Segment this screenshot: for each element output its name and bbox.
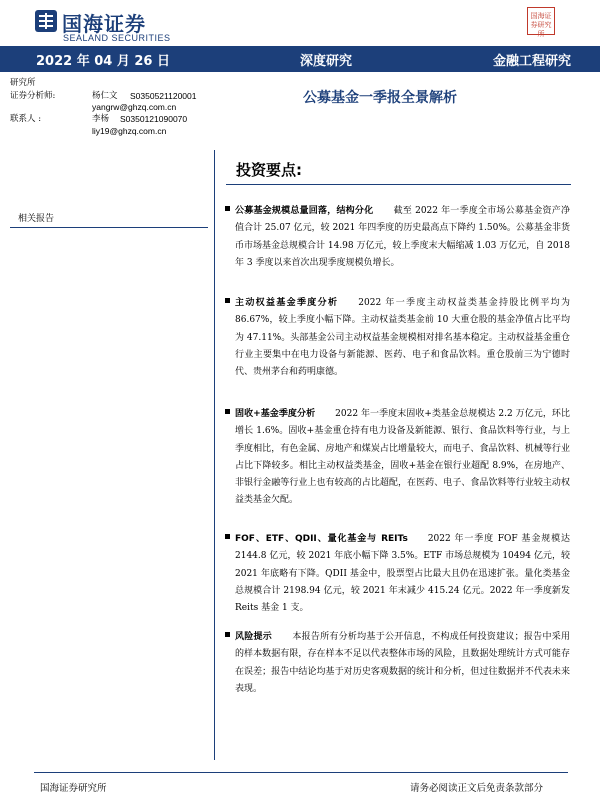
point-heading: 固收+基金季度分析 bbox=[235, 409, 316, 419]
point-heading: 风险提示 bbox=[235, 632, 273, 642]
key-point bbox=[235, 406, 570, 510]
point-body: 2022 年一季度末固收+类基金总规模达 2.2 万亿元，环比增长 1.6%。固收+基金重仓持有电力设备及新能源、银行、食品饮料等行业，与上季度相比，有色金属、房地产和煤炭占比增量较大，而电子、食品饮料、机械等行业占比下降较多。相比主动权益类基金，固收+基金在银行业超配 8.9%，在房地产、非银行金融等行业上也有较高的占比超配，在医药、电子、食品饮料等行业较主动权益类基金欠配。 bbox=[235, 409, 570, 506]
report-industry: 金融工程研究 bbox=[493, 54, 572, 69]
point-heading: 公募基金规模总量回落，结构分化 bbox=[235, 206, 374, 216]
institute-seal: 国海证 券研究 所 bbox=[527, 7, 555, 35]
bullet-icon bbox=[225, 298, 230, 303]
company-name: 国海证券 bbox=[62, 12, 146, 36]
section-heading: 投资要点: bbox=[236, 161, 302, 179]
key-point bbox=[235, 629, 570, 698]
key-point bbox=[235, 531, 570, 617]
analyst-name: 杨仁文 bbox=[92, 91, 118, 101]
contact-role: 联系人 : bbox=[10, 114, 42, 124]
section-rule bbox=[226, 184, 571, 185]
key-point bbox=[235, 295, 570, 381]
report-title: 公募基金一季报全景解析 bbox=[303, 90, 457, 106]
analyst-email[interactable]: yangrw@ghzq.com.cn bbox=[92, 102, 177, 112]
bullet-icon bbox=[225, 534, 230, 539]
footer-disclaimer: 请务必阅读正文后免责条款部分 bbox=[410, 783, 544, 794]
point-body: 2022 年一季度主动权益类基金持股比例平均为 86.67%，较上季度小幅下降。主动权益类基金前 10 大重仓股的基金净值占比平均为 47.11%。头部基金公司主动权益基金规模相对排名基本稳定。主动权益基金重仓行业主要集中在电力设备与新能源、医药、电子和食品饮料。重仓股前三为宁德时代、贵州茅台和药明康德。 bbox=[235, 298, 570, 378]
contact-name: 李杨 bbox=[92, 114, 110, 124]
analyst-role: 证券分析师: bbox=[10, 91, 56, 101]
point-body: 2022 年一季度 FOF 基金规模达 2144.8 亿元，较 2021 年底小幅下降 3.5%。ETF 市场总规模为 10494 亿元，较 2021 年底略有下降。QDII 基金中，股票型占比最大且仍在迅速扩张。量化类基金总规模合计 2198.94 亿元，较 2021 年末减少 415.24 亿元。2022 年一季度新发 Reits 基金 1 支。 bbox=[235, 534, 571, 614]
point-heading: 主动权益基金季度分析 bbox=[235, 298, 339, 308]
point-heading: FOF、ETF、QDII、量化基金与 REITs bbox=[235, 534, 408, 544]
point-body: 截至 2022 年一季度全市场公募基金资产净值合计 25.07 亿元，较 2021 年四季度的历史最高点下降约 1.50%。公募基金非货币市场基金总规模合计 14.98 万亿元，较上季度末大幅缩减 1.03 万亿元，自 2018 年 3 季度以来首次出现季度规模负增长。 bbox=[235, 206, 571, 268]
dept-label: 研究所 bbox=[10, 78, 36, 88]
related-reports-rule bbox=[10, 227, 208, 228]
contact-id: S0350121090070 bbox=[120, 114, 188, 124]
report-type: 深度研究 bbox=[300, 54, 353, 69]
analyst-id: S0350521120001 bbox=[130, 91, 197, 101]
column-divider bbox=[214, 150, 215, 760]
related-reports-label: 相关报告 bbox=[18, 214, 55, 224]
key-point bbox=[235, 203, 570, 272]
bullet-icon bbox=[225, 632, 230, 637]
contact-email[interactable]: liy19@ghzq.com.cn bbox=[92, 126, 167, 136]
footer-institute: 国海证券研究所 bbox=[40, 783, 107, 794]
bullet-icon bbox=[225, 409, 230, 414]
report-date: 2022 年 04 月 26 日 bbox=[36, 54, 170, 69]
bullet-icon bbox=[225, 206, 230, 211]
point-body: 本报告所有分析均基于公开信息，不构成任何投资建议；报告中采用的样本数据有限，存在样本不足以代表整体市场的风险，且数据处理统计方式可能存在误差；报告中结论均基于对历史客观数据的统计和分析，但过往数据并不代表未来表现。 bbox=[235, 632, 570, 694]
company-logo-mark bbox=[34, 9, 58, 33]
footer-rule bbox=[34, 772, 568, 773]
company-name-en: SEALAND SECURITIES bbox=[63, 33, 171, 43]
